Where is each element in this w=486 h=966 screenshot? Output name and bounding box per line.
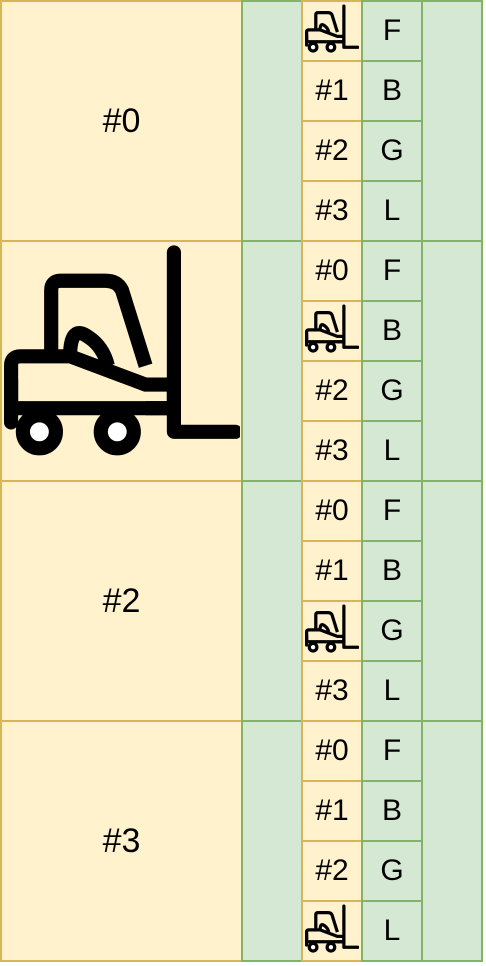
row-letter-cell[interactable] (361, 780, 423, 842)
row-index-cell[interactable] (301, 780, 363, 842)
row-letter-cell[interactable] (361, 540, 423, 602)
row-letter-cell[interactable] (361, 180, 423, 242)
row-letter-label: B (381, 314, 402, 347)
group-label: #0 (102, 101, 141, 140)
forklift-icon (305, 904, 359, 958)
row-index-label: #3 (315, 194, 349, 227)
row-index-label: #2 (315, 374, 349, 407)
row-index-cell[interactable] (301, 660, 363, 722)
row-letter-label: L (383, 914, 401, 947)
group-3-spacer (241, 720, 303, 962)
row-letter-label: G (380, 134, 404, 167)
row-letter-label: G (380, 614, 404, 647)
row-index-cell[interactable] (301, 180, 363, 242)
forklift-icon (305, 304, 359, 358)
row-index-cell[interactable] (301, 480, 363, 542)
group-2-cell[interactable] (0, 480, 243, 722)
row-index-cell[interactable] (301, 840, 363, 902)
forklift-icon (4, 243, 240, 479)
row-index-label: #2 (315, 134, 349, 167)
row-letter-label: F (382, 494, 402, 527)
row-index-cell[interactable] (301, 360, 363, 422)
group-label: #3 (102, 821, 141, 860)
row-letter-cell[interactable] (361, 60, 423, 122)
row-index-label: #3 (315, 434, 349, 467)
row-letter-cell[interactable] (361, 900, 423, 962)
row-index-label: #1 (315, 74, 349, 107)
group-0-cell[interactable] (0, 0, 243, 242)
row-index-cell[interactable] (301, 900, 363, 962)
row-letter-label: L (383, 674, 401, 707)
row-index-label: #0 (315, 494, 349, 527)
row-index-cell[interactable] (301, 420, 363, 482)
row-index-label: #1 (315, 554, 349, 587)
group-2-spacer (241, 480, 303, 722)
row-index-cell[interactable] (301, 300, 363, 362)
group-3-end (421, 720, 483, 962)
row-letter-cell[interactable] (361, 660, 423, 722)
row-index-label: #3 (315, 674, 349, 707)
group-1-cell[interactable] (0, 240, 243, 482)
row-letter-label: F (382, 734, 402, 767)
row-letter-label: F (382, 254, 402, 287)
row-index-cell[interactable] (301, 120, 363, 182)
row-letter-cell[interactable] (361, 600, 423, 662)
row-letter-cell[interactable] (361, 300, 423, 362)
row-letter-cell[interactable] (361, 720, 423, 782)
row-letter-cell[interactable] (361, 240, 423, 302)
row-letter-label: B (381, 794, 402, 827)
row-letter-cell[interactable] (361, 360, 423, 422)
row-letter-cell[interactable] (361, 420, 423, 482)
row-letter-label: F (382, 14, 402, 47)
row-letter-label: L (383, 194, 401, 227)
group-label: #2 (102, 581, 141, 620)
row-index-cell[interactable] (301, 600, 363, 662)
group-3-cell[interactable] (0, 720, 243, 962)
group-2-end (421, 480, 483, 722)
row-index-cell[interactable] (301, 0, 363, 62)
row-letter-cell[interactable] (361, 120, 423, 182)
row-index-label: #0 (315, 254, 349, 287)
forklift-icon (305, 4, 359, 58)
group-0-spacer (241, 0, 303, 242)
group-0-end (421, 0, 483, 242)
group-1-end (421, 240, 483, 482)
row-index-label: #0 (315, 734, 349, 767)
row-letter-label: L (383, 434, 401, 467)
row-index-label: #2 (315, 854, 349, 887)
row-letter-cell[interactable] (361, 0, 423, 62)
group-1-spacer (241, 240, 303, 482)
row-index-cell[interactable] (301, 720, 363, 782)
row-letter-cell[interactable] (361, 840, 423, 902)
row-index-cell[interactable] (301, 60, 363, 122)
row-index-cell[interactable] (301, 540, 363, 602)
row-index-cell[interactable] (301, 240, 363, 302)
row-letter-label: B (381, 554, 402, 587)
row-letter-label: G (380, 854, 404, 887)
row-index-label: #1 (315, 794, 349, 827)
row-letter-label: G (380, 374, 404, 407)
forklift-icon (305, 604, 359, 658)
row-letter-cell[interactable] (361, 480, 423, 542)
row-letter-label: B (381, 74, 402, 107)
